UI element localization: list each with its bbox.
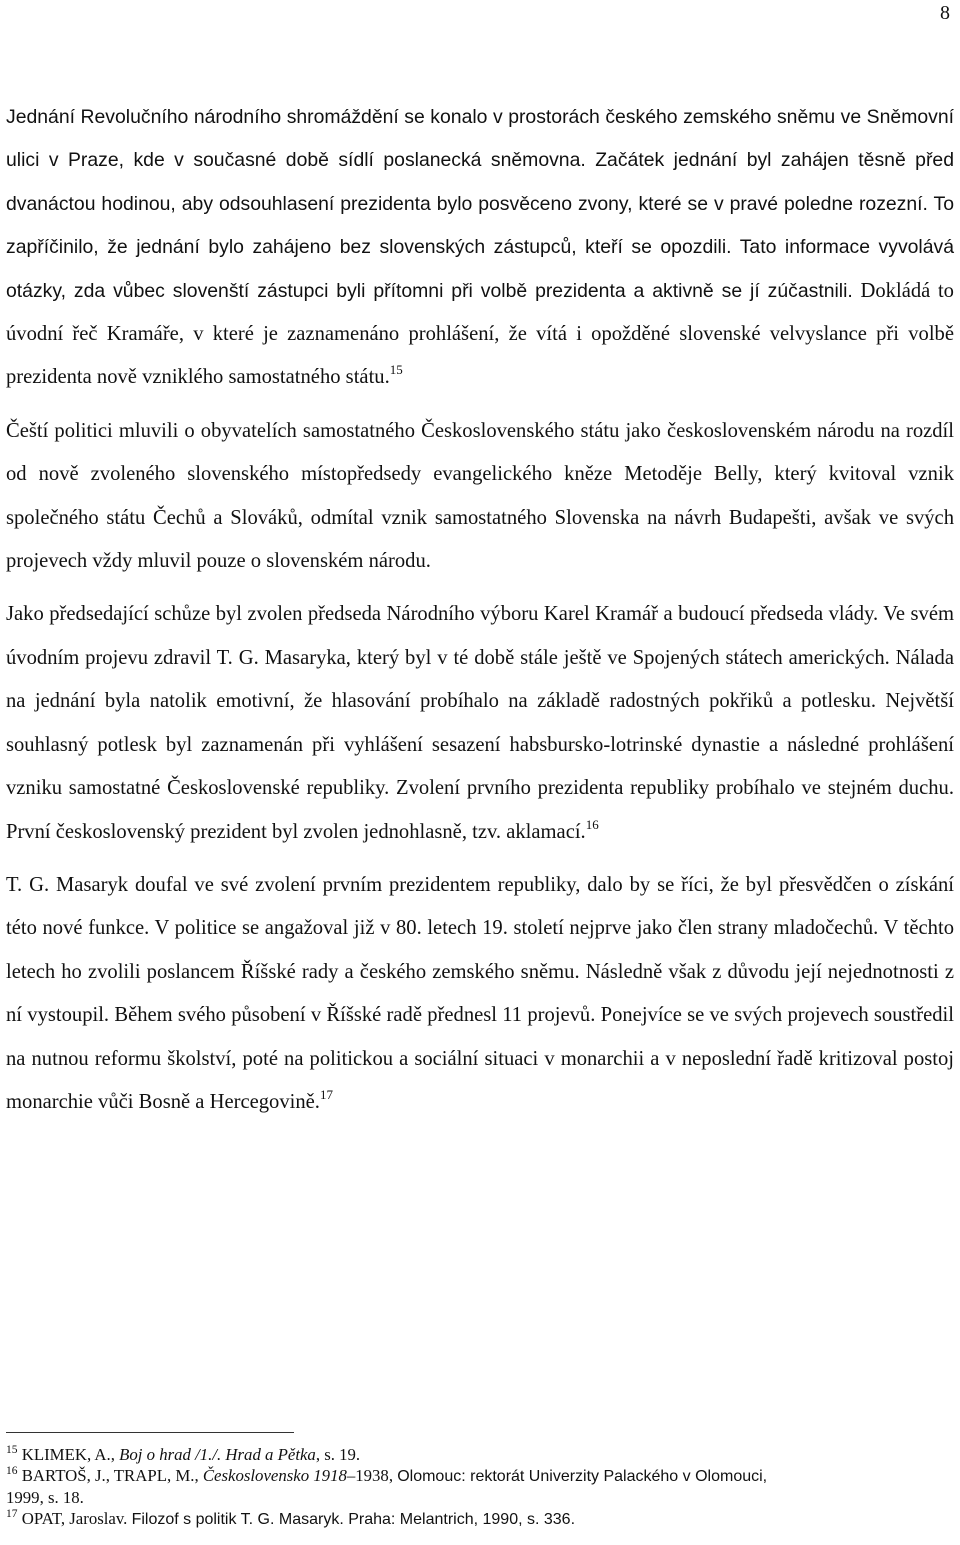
footnote-16-title: Československo 1918	[202, 1466, 347, 1485]
paragraph-4-text: T. G. Masaryk doufal ve své zvolení prvním prezidentem republiky, dalo by se říci, že byl přesvědčen o získání této nové funkce. V politice se angažoval již v 80. letech 19. století nejprve jako člen strany mladočechů. V těchto letech ho zvolili poslancem Říšské rady a českého zemského sněmu. Následně však z důvodu její nejednotnosti z ní vystoupil. Během svého působení v Říšské radě přednesl 11 projevů. Ponejvíce se ve svých projevech soustředil na nutnou reformu školství, poté na politickou a sociální situaci v monarchii a v neposlední řadě kritizoval postoj monarchie vůči Bosně a Hercegovině.	[6, 873, 954, 1113]
footnote-ref-17[interactable]: 17	[319, 1086, 333, 1102]
footnote-17-number: 17	[6, 1508, 18, 1520]
paragraph-1	[6, 96, 954, 400]
paragraph-2: Čeští politici mluvili o obyvatelích samostatného Československého státu jako československém národu na rozdíl od nově zvoleného slovenského místopředsedy evangelického kněze Metoděje Belly, který kvitoval vznik společného státu Čechů a Slováků, odmítal vznik samostatného Slovenska na návrh Budapešti, avšak ve svých projevech vždy mluvil pouze o slovenském národu.	[6, 419, 954, 573]
footnote-ref-16[interactable]: 16	[585, 816, 599, 832]
page-number: 8	[940, 2, 950, 24]
footnote-16-number: 16	[6, 1465, 18, 1477]
footnote-15-page: , s. 19.	[315, 1445, 361, 1464]
paragraph-1-sans-text: Jednání Revolučního národního shromáždění se konalo v prostorách českého zemského sněmu ve Sněmovní ulici v Praze, kde v současné době sídlí poslanecká sněmovna. Začátek jednání byl zahájen těsně před dvanáctou hodinou, aby odsouhlasení prezidenta bylo posvěceno zvony, které se v pravé poledne rozezní. To zapříčinilo, že jednání bylo zahájeno bez slovenských zástupců, kteří se opozdili. Tato informace vyvolává otázky, zda vůbec slovenští zástupci byli přítomni při volbě prezidenta a aktivně se jí zúčastnili.	[6, 106, 954, 302]
footnote-15-title: Boj o hrad /1./. Hrad a Pětka	[119, 1445, 316, 1464]
footnote-17-author: OPAT, Jaroslav.	[17, 1509, 132, 1528]
paragraph-1-serif-text: Dokládá to úvodní řeč Kramáře, v které je zaznamenáno prohlášení, že vítá i opožděné slovenské velvyslance při volbě prezidenta nově vzniklého samostatného státu.	[6, 279, 954, 389]
footnote-16-author: BARTOŠ, J., TRAPL, M.,	[17, 1466, 203, 1485]
footnote-17	[6, 1508, 954, 1530]
paragraph-3	[6, 593, 954, 853]
paragraph-4	[6, 864, 954, 1124]
paragraph-3-text: Jako předsedající schůze byl zvolen předseda Národního výboru Karel Kramář a budoucí předseda vlády. Ve svém úvodním projevu zdravil T. G. Masaryka, který byl v té době stále ještě ve Spojených státech amerických. Nálada na jednání byla natolik emotivní, že hlasování probíhalo na základě radostných pokřiků a potlesku. Největší souhlasný potlesk byl zaznamenán při vyhlášení sesazení habsbursko-lotrinské dynastie a následné prohlášení vzniku samostatné Československé republiky. Zvolení prvního prezidenta republiky probíhalo ve stejném duchu. První československý prezident byl zvolen jednohlasně, tzv. aklamací.	[6, 603, 954, 843]
body-text	[6, 96, 954, 1124]
footnotes	[6, 1444, 954, 1530]
footnote-16	[6, 1465, 954, 1508]
footnote-15	[6, 1444, 954, 1465]
footnote-16-years: –1938,	[346, 1466, 398, 1485]
footnote-separator	[6, 1432, 294, 1433]
footnote-17-title: Filozof s politik T. G. Masaryk. Praha: Melantrich, 1990, s. 336.	[131, 1511, 576, 1528]
footnote-16-publisher: Olomouc: rektorát Univerzity Palackého v Olomouci,	[397, 1468, 768, 1485]
footnote-16-year-page: 1999, s. 18.	[6, 1488, 84, 1507]
footnote-ref-15[interactable]: 15	[389, 362, 403, 378]
footnote-15-author: KLIMEK, A.,	[17, 1445, 120, 1464]
footnote-15-number: 15	[6, 1444, 18, 1456]
